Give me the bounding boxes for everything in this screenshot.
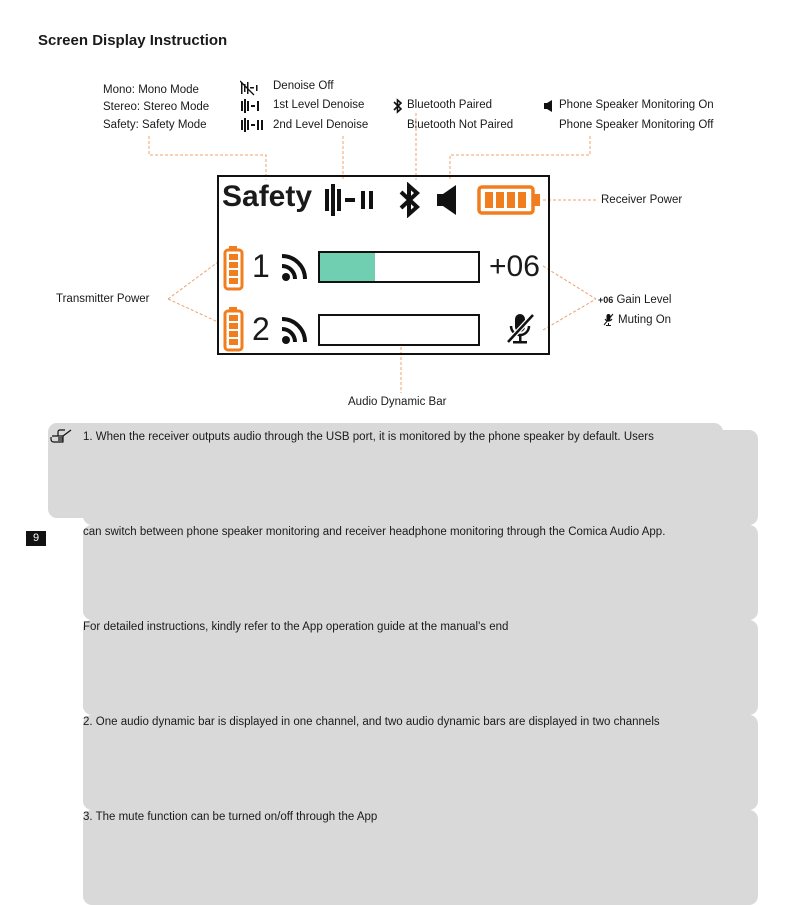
transmitter2-battery-icon bbox=[223, 306, 247, 352]
speaker-on-label: Phone Speaker Monitoring On bbox=[559, 99, 714, 111]
mode-stereo: Stereo: Stereo Mode bbox=[103, 101, 210, 113]
speaker-off-label: Phone Speaker Monitoring Off bbox=[559, 119, 714, 131]
screen-bluetooth-icon bbox=[398, 182, 422, 218]
channel1-number: 1 bbox=[252, 248, 270, 284]
gain-value: +06 bbox=[489, 250, 540, 283]
mode-safety: Safety: Safety Mode bbox=[103, 119, 207, 131]
note-line-3: For detailed instructions, kindly refer to the App operation guide at the manual's end bbox=[83, 620, 758, 715]
notes bbox=[83, 430, 719, 905]
muting-icon bbox=[603, 313, 615, 327]
note-line-5: 3. The mute function can be turned on/off through the App bbox=[83, 810, 758, 905]
receiver-battery-icon bbox=[477, 185, 543, 215]
denoise-level1-label: 1st Level Denoise bbox=[273, 99, 365, 111]
audio-bar-label: Audio Dynamic Bar bbox=[348, 396, 447, 408]
muting-on-label: Muting On bbox=[618, 314, 672, 326]
denoise-level2-label: 2nd Level Denoise bbox=[273, 119, 369, 131]
gain-level-label: +06 Gain Level bbox=[598, 294, 672, 306]
mic-muted-icon bbox=[506, 312, 536, 346]
channel2-signal-icon bbox=[279, 314, 311, 346]
channel1-signal-icon bbox=[279, 251, 311, 283]
channel1-audio-bar bbox=[318, 251, 480, 283]
note-line-2: can switch between phone speaker monitoring and receiver headphone monitoring through the Comica Audio App. bbox=[83, 525, 758, 620]
bluetooth-paired-label: Bluetooth Paired bbox=[407, 99, 493, 111]
page-title: Screen Display Instruction bbox=[38, 32, 228, 49]
bluetooth-not-paired-label: Bluetooth Not Paired bbox=[407, 119, 514, 131]
note-line-1: 1. When the receiver outputs audio through the USB port, it is monitored by the phone speaker by default. Users bbox=[83, 430, 758, 525]
denoise-off-label: Denoise Off bbox=[273, 80, 334, 92]
screen-speaker-icon bbox=[436, 183, 460, 217]
transmitter1-battery-icon bbox=[223, 245, 247, 291]
note-line-4: 2. One audio dynamic bar is displayed in one channel, and two audio dynamic bars are displayed in two channels bbox=[83, 715, 758, 810]
screen-mode-text: Safety bbox=[222, 180, 313, 213]
pointing-hand-icon bbox=[50, 427, 76, 445]
channel2-audio-bar bbox=[318, 314, 480, 346]
mode-mono: Mono: Mono Mode bbox=[103, 84, 199, 96]
screen-denoise-icon bbox=[322, 183, 384, 217]
channel2-number: 2 bbox=[252, 311, 270, 347]
page-number: 9 bbox=[26, 531, 46, 546]
transmitter-power-label: Transmitter Power bbox=[56, 293, 150, 305]
channel1-audio-level bbox=[320, 253, 375, 281]
receiver-power-label: Receiver Power bbox=[601, 194, 683, 206]
